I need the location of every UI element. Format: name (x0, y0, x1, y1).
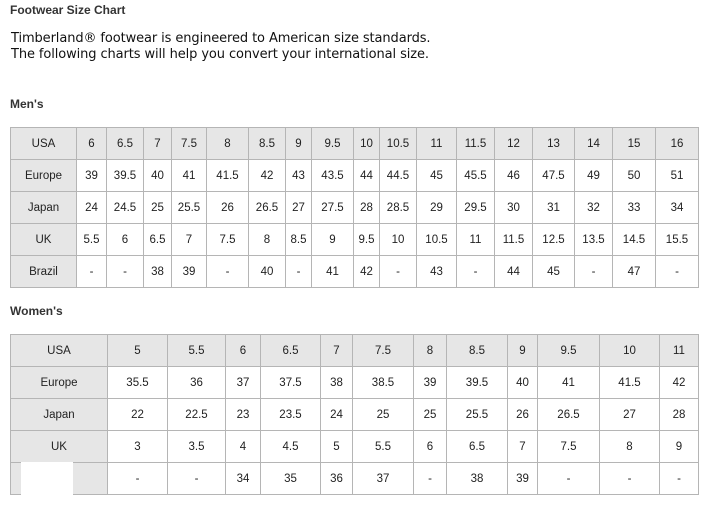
womens-size-table (10, 334, 699, 495)
table-cell: 6 (226, 335, 261, 367)
table-cell: 13 (533, 128, 575, 160)
table-cell: 41 (172, 160, 207, 192)
table-cell: 38 (321, 367, 353, 399)
table-cell: 22 (108, 399, 168, 431)
table-cell: 7 (144, 128, 172, 160)
table-cell: 42 (249, 160, 286, 192)
table-cell: 5 (108, 335, 168, 367)
table-cell: - (207, 256, 249, 288)
table-cell: 9 (508, 335, 538, 367)
table-cell: 44.5 (380, 160, 417, 192)
table-cell: 34 (656, 192, 699, 224)
table-cell: 6.5 (261, 335, 321, 367)
table-cell: 11.5 (457, 128, 495, 160)
row-header: USA (11, 128, 77, 160)
table-cell: - (286, 256, 312, 288)
table-cell: - (168, 463, 226, 495)
table-cell: 5.5 (353, 431, 414, 463)
table-cell: 41 (538, 367, 600, 399)
table-cell: 7 (172, 224, 207, 256)
table-cell: - (538, 463, 600, 495)
table-cell: 8 (249, 224, 286, 256)
table-cell: 4.5 (261, 431, 321, 463)
table-cell: 45 (417, 160, 457, 192)
table-cell: 6.5 (107, 128, 144, 160)
table-cell: 38.5 (353, 367, 414, 399)
table-cell: 43.5 (312, 160, 354, 192)
table-cell: 8.5 (286, 224, 312, 256)
table-cell: 10 (600, 335, 660, 367)
table-cell: 37.5 (261, 367, 321, 399)
table-cell: 24 (77, 192, 107, 224)
table-row (11, 160, 699, 192)
table-cell: 33 (613, 192, 656, 224)
table-cell: 6 (107, 224, 144, 256)
table-row (11, 192, 699, 224)
table-cell: 28 (354, 192, 380, 224)
table-cell: 8 (600, 431, 660, 463)
table-cell: 16 (656, 128, 699, 160)
table-cell: 32 (575, 192, 613, 224)
row-header: Japan (11, 192, 77, 224)
table-cell: - (600, 463, 660, 495)
table-cell: 14 (575, 128, 613, 160)
table-cell: 15.5 (656, 224, 699, 256)
table-cell: 8.5 (249, 128, 286, 160)
table-cell: 7 (321, 335, 353, 367)
table-cell: 46 (495, 160, 533, 192)
table-cell: 51 (656, 160, 699, 192)
table-cell: 47.5 (533, 160, 575, 192)
table-cell: 7.5 (353, 335, 414, 367)
table-cell: 3 (108, 431, 168, 463)
table-cell: 9 (660, 431, 699, 463)
row-header: Europe (11, 160, 77, 192)
table-cell: 45.5 (457, 160, 495, 192)
table-cell: 25 (353, 399, 414, 431)
table-row (11, 128, 699, 160)
table-row (11, 335, 699, 367)
table-cell: 29.5 (457, 192, 495, 224)
mens-table-body (11, 128, 699, 288)
table-cell: 12.5 (533, 224, 575, 256)
table-cell: 47 (613, 256, 656, 288)
table-cell: 11.5 (495, 224, 533, 256)
table-cell: 27 (600, 399, 660, 431)
table-cell: 35.5 (108, 367, 168, 399)
table-cell: - (660, 463, 699, 495)
page-title: Footwear Size Chart (10, 3, 126, 17)
table-cell: 43 (417, 256, 457, 288)
table-cell: 10.5 (380, 128, 417, 160)
table-cell: 5 (321, 431, 353, 463)
table-cell: 9 (286, 128, 312, 160)
table-row (11, 399, 699, 431)
table-cell: 9.5 (354, 224, 380, 256)
table-cell: - (108, 463, 168, 495)
table-cell: 14.5 (613, 224, 656, 256)
table-cell: 40 (508, 367, 538, 399)
table-cell: 22.5 (168, 399, 226, 431)
table-cell: 37 (353, 463, 414, 495)
table-cell: 37 (226, 367, 261, 399)
table-cell: 26 (508, 399, 538, 431)
row-header: Brazil (11, 256, 77, 288)
table-cell: 7.5 (207, 224, 249, 256)
table-cell: 8.5 (447, 335, 508, 367)
intro-line-1: Timberland® footwear is engineered to American size standards. (11, 31, 431, 46)
watermark-cover (21, 462, 73, 498)
table-cell: 27 (286, 192, 312, 224)
table-row (11, 431, 699, 463)
table-cell: 8 (414, 335, 447, 367)
table-cell: - (575, 256, 613, 288)
table-cell: 8 (207, 128, 249, 160)
table-cell: 7.5 (538, 431, 600, 463)
table-cell: 9.5 (312, 128, 354, 160)
table-cell: 3.5 (168, 431, 226, 463)
table-cell: - (380, 256, 417, 288)
table-cell: 40 (249, 256, 286, 288)
table-cell: 39 (508, 463, 538, 495)
table-cell: 36 (321, 463, 353, 495)
table-cell: 40 (144, 160, 172, 192)
table-cell: 25 (144, 192, 172, 224)
table-cell: 5.5 (168, 335, 226, 367)
row-header: UK (11, 224, 77, 256)
table-cell: 25.5 (172, 192, 207, 224)
table-cell: 6.5 (144, 224, 172, 256)
table-cell: 24 (321, 399, 353, 431)
table-cell: 39 (77, 160, 107, 192)
table-cell: 43 (286, 160, 312, 192)
womens-table-body (11, 335, 699, 495)
row-header: USA (11, 335, 108, 367)
table-cell: 27.5 (312, 192, 354, 224)
table-cell: 39 (414, 367, 447, 399)
table-cell: 13.5 (575, 224, 613, 256)
table-cell: 41 (312, 256, 354, 288)
table-row (11, 256, 699, 288)
table-cell: 26 (207, 192, 249, 224)
table-cell: - (77, 256, 107, 288)
table-cell: 7.5 (172, 128, 207, 160)
table-cell: 9 (312, 224, 354, 256)
row-header: Europe (11, 367, 108, 399)
table-cell: 25 (414, 399, 447, 431)
table-cell: 25.5 (447, 399, 508, 431)
table-cell: 9.5 (538, 335, 600, 367)
table-cell: 41.5 (600, 367, 660, 399)
table-cell: 15 (613, 128, 656, 160)
table-row (11, 367, 699, 399)
table-cell: 28.5 (380, 192, 417, 224)
table-cell: 39 (172, 256, 207, 288)
table-cell: 45 (533, 256, 575, 288)
table-cell: 23 (226, 399, 261, 431)
table-cell: 6.5 (447, 431, 508, 463)
table-cell: 39.5 (447, 367, 508, 399)
table-cell: 4 (226, 431, 261, 463)
table-cell: - (656, 256, 699, 288)
table-cell: 28 (660, 399, 699, 431)
table-cell: 36 (168, 367, 226, 399)
intro-line-2: The following charts will help you convert your international size. (11, 47, 429, 62)
table-cell: 35 (261, 463, 321, 495)
table-row (11, 463, 699, 495)
table-cell: 44 (495, 256, 533, 288)
table-cell: 42 (354, 256, 380, 288)
table-cell: 24.5 (107, 192, 144, 224)
table-cell: 10 (380, 224, 417, 256)
table-cell: 31 (533, 192, 575, 224)
table-cell: 11 (457, 224, 495, 256)
table-cell: 38 (144, 256, 172, 288)
row-header: UK (11, 431, 108, 463)
table-cell: 30 (495, 192, 533, 224)
table-cell: 49 (575, 160, 613, 192)
table-cell: - (107, 256, 144, 288)
table-cell: 5.5 (77, 224, 107, 256)
table-cell: 29 (417, 192, 457, 224)
table-cell: 6 (414, 431, 447, 463)
table-cell: 11 (417, 128, 457, 160)
row-header: Japan (11, 399, 108, 431)
table-cell: 12 (495, 128, 533, 160)
table-cell: 41.5 (207, 160, 249, 192)
table-cell: 34 (226, 463, 261, 495)
table-cell: 6 (77, 128, 107, 160)
table-cell: 10 (354, 128, 380, 160)
table-row (11, 224, 699, 256)
table-cell: 44 (354, 160, 380, 192)
table-cell: 26.5 (538, 399, 600, 431)
intro-text (11, 31, 430, 63)
mens-size-table (10, 127, 699, 288)
table-cell: 11 (660, 335, 699, 367)
table-cell: 26.5 (249, 192, 286, 224)
table-cell: 39.5 (107, 160, 144, 192)
table-cell: 23.5 (261, 399, 321, 431)
table-cell: 42 (660, 367, 699, 399)
mens-section-label: Men's (10, 97, 44, 111)
table-cell: - (414, 463, 447, 495)
table-cell: 7 (508, 431, 538, 463)
table-cell: 38 (447, 463, 508, 495)
table-cell: 10.5 (417, 224, 457, 256)
table-cell: - (457, 256, 495, 288)
table-cell: 50 (613, 160, 656, 192)
womens-section-label: Women's (10, 304, 63, 318)
